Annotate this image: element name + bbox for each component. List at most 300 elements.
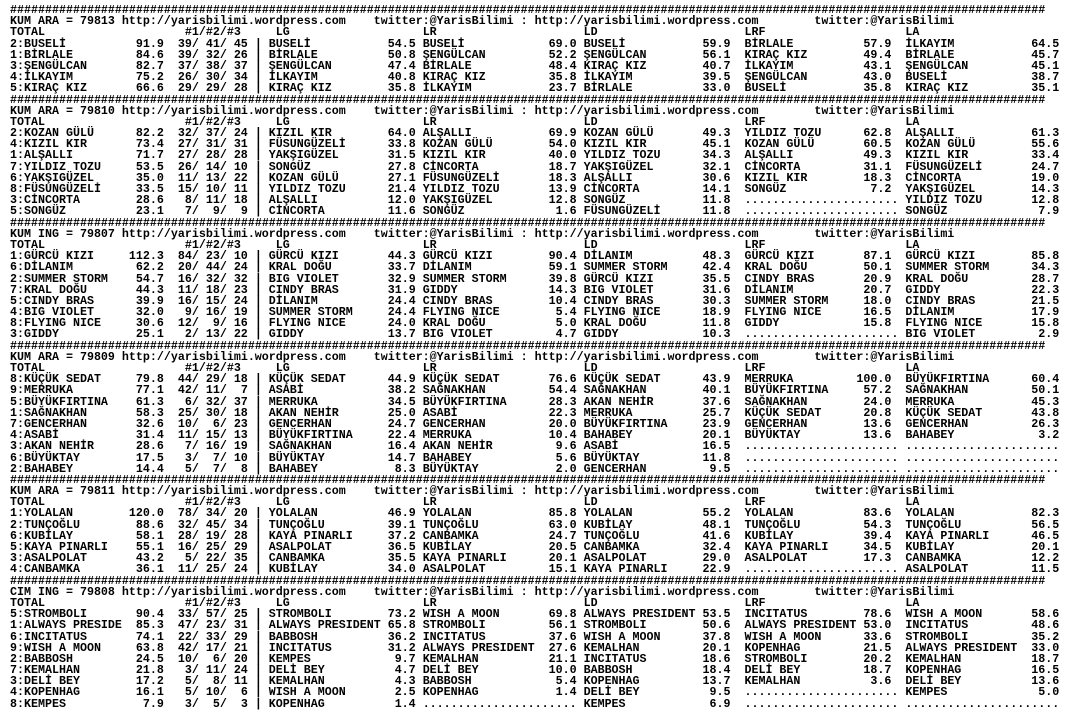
la-score: 48.6	[1031, 618, 1060, 633]
lr-score: 24.7	[548, 528, 577, 543]
ld-score: 37.8	[702, 629, 731, 644]
ld-score: 39.5	[702, 70, 731, 85]
la-horse-name: BÜYÜKFIRTINA	[905, 372, 990, 387]
ld-score: 48.3	[702, 249, 731, 264]
ld-score: 37.6	[702, 394, 731, 409]
column-divider: |	[254, 316, 262, 331]
total-score: 14.4	[135, 461, 164, 476]
total-score: 43.2	[135, 551, 164, 566]
ld-horse-name: KUBİLAY	[583, 517, 633, 532]
rank-1: 42	[177, 640, 192, 655]
rank-1: 47	[177, 618, 192, 633]
lr-score: 15.1	[548, 562, 577, 577]
rank-separator: /	[191, 316, 199, 331]
lg-horse-name: BÜYÜKFIRTINA	[268, 428, 353, 443]
column-lr: LR	[422, 25, 437, 40]
rank-1: 32	[177, 517, 192, 532]
ld-horse-name: KOZAN GÜLÜ	[583, 126, 654, 141]
ld-score: 6.9	[709, 696, 731, 711]
lrf-horse-name: KOZAN GÜLÜ	[744, 137, 815, 152]
horse-name: 7:KEMALHAN	[10, 663, 80, 678]
ld-score: 35.5	[702, 271, 731, 286]
lr-horse-name: STROMBOLI	[422, 618, 486, 633]
rank-separator: /	[191, 618, 199, 633]
la-horse-name: KEMALHAN	[905, 651, 962, 666]
column-divider: |	[254, 271, 262, 286]
total-score: 71.7	[135, 148, 164, 163]
ld-horse-name: CİNCORTA	[583, 182, 640, 196]
la-score: 43.8	[1031, 405, 1060, 420]
lr-score: 69.0	[548, 36, 577, 51]
lg-score: 39.1	[387, 517, 416, 532]
lr-horse-name: SAĞNAKHAN	[422, 383, 486, 398]
la-score: 20.1	[1031, 540, 1060, 554]
total-score: 25.1	[135, 327, 164, 342]
lg-horse-name: KOZAN GÜLÜ	[268, 170, 339, 185]
column-lr: LR	[422, 237, 437, 252]
rank-3: 31	[233, 618, 248, 633]
total-score: 28.6	[135, 439, 164, 454]
lrf-score: 17.3	[863, 551, 892, 566]
race-title: CIM ING = 79808	[10, 584, 115, 599]
lg-horse-name: YAKŞIGÜZEL	[268, 148, 339, 163]
ld-score: 43.9	[702, 372, 731, 387]
rank-2: 10	[205, 182, 220, 196]
total-score: 23.1	[135, 204, 164, 219]
column-total: TOTAL	[10, 114, 45, 129]
rank-1: 27	[177, 137, 192, 152]
horse-name: 9:WISH A MOON	[10, 640, 101, 655]
lr-score: 39.8	[548, 271, 577, 286]
lrf-score: 7.2	[870, 182, 892, 196]
column-divider: |	[254, 305, 262, 320]
site-url: http://yarisbilimi.wordpress.com	[121, 103, 346, 118]
column-divider: |	[254, 618, 262, 633]
horse-name: 8:KÜÇÜK SEDAT	[10, 372, 101, 387]
race-title: KUM ING = 79807	[10, 226, 115, 241]
lr-horse-name: CINDY BRAS	[422, 293, 493, 308]
lrf-score: 24.0	[863, 394, 892, 409]
la-score: 38.7	[1031, 70, 1060, 85]
rank-separator: /	[219, 47, 227, 62]
rank-separator: /	[219, 416, 227, 431]
lg-horse-name: YILDIZ TOZU	[268, 182, 346, 196]
lr-horse-name: KIZIL KIR	[422, 148, 486, 163]
rank-separator: /	[191, 70, 199, 85]
rank-2: 32	[205, 394, 220, 409]
twitter-handle: twitter:@YarisBilimi	[814, 103, 955, 118]
la-horse-name: CİNCORTA	[905, 170, 962, 185]
ld-horse-name: ALWAYS PRESIDENT	[583, 607, 696, 622]
ld-score: 25.7	[702, 405, 731, 420]
rank-1: 7	[184, 204, 192, 219]
total-score: 73.4	[135, 137, 164, 152]
lr-horse-name: ŞENGÜLCAN	[422, 47, 486, 62]
rank-1: 25	[177, 405, 192, 420]
la-score: 45.7	[1031, 47, 1060, 62]
rank-1: 5	[184, 685, 192, 700]
rank-2: 38	[205, 58, 220, 73]
total-score: 24.5	[135, 651, 164, 666]
rank-2: 11	[205, 383, 220, 398]
column-la: LA	[905, 237, 920, 252]
la-horse-name: SAĞNAKHAN	[905, 383, 969, 398]
lg-score: 37.2	[387, 528, 416, 543]
rank-separator: /	[191, 428, 199, 443]
rank-3: 24	[233, 126, 248, 141]
column-divider: |	[254, 81, 262, 96]
rank-separator: /	[219, 640, 227, 655]
total-score: 120.0	[128, 506, 164, 521]
la-horse-name: KOPENHAG	[905, 663, 962, 678]
lg-score: 64.0	[387, 126, 416, 141]
lrf-score: 78.6	[863, 607, 892, 622]
lr-score: 52.2	[548, 47, 577, 62]
lg-horse-name: CINDY BRAS	[268, 282, 339, 297]
lr-horse-name: KRAL DOĞU	[422, 316, 486, 331]
ld-score: 32.1	[702, 159, 731, 174]
ld-horse-name: YAKŞIGÜZEL	[583, 159, 654, 174]
rank-2: 9	[212, 204, 220, 219]
la-score: 82.3	[1031, 506, 1060, 521]
rank-2: 10	[205, 685, 220, 700]
lg-horse-name: ALWAYS PRESIDENT	[268, 618, 381, 633]
horse-name: 2:KOZAN GÜLÜ	[10, 126, 94, 141]
lrf-score: 18.0	[863, 293, 892, 308]
horse-name: 1:SAĞNAKHAN	[10, 405, 87, 420]
lrf-horse-name: KOPENHAG	[744, 640, 801, 655]
lg-score: 1.4	[394, 696, 416, 711]
ld-horse-name: AKAN NEHİR	[583, 394, 654, 409]
rank-separator: /	[219, 36, 227, 51]
lg-horse-name: YOLALAN	[268, 506, 318, 521]
la-score: 13.6	[1031, 674, 1060, 689]
ld-score: 32.4	[702, 540, 731, 554]
rank-separator: /	[191, 540, 199, 554]
column-la: LA	[905, 595, 920, 610]
horse-name: 5:KAYA PINARLI	[10, 540, 108, 554]
lr-score: 90.4	[548, 249, 577, 264]
rank-3: 34	[233, 517, 248, 532]
la-score: 60.4	[1031, 372, 1060, 387]
rank-2: 14	[205, 159, 220, 174]
horse-name: 3:GIDDY	[10, 327, 59, 342]
rank-separator: /	[219, 271, 227, 286]
horse-name: 6:KUBİLAY	[10, 528, 73, 543]
rank-separator: /	[191, 305, 199, 320]
column-lg: LG	[275, 114, 290, 129]
lr-horse-name: DİLANIM	[422, 260, 472, 275]
lr-horse-name: ASABİ	[422, 405, 458, 420]
lr-score: 18.3	[548, 170, 577, 185]
rank-separator: /	[219, 159, 227, 174]
rank-1: 5	[184, 461, 192, 476]
rank-separator: /	[219, 685, 227, 700]
lr-horse-name: KOPENHAG	[422, 685, 479, 700]
lr-horse-name: GENCERHAN	[422, 416, 486, 431]
rank-3: 24	[233, 293, 248, 308]
rank-3: 24	[233, 562, 248, 577]
lrf-horse-name: KUBİLAY	[744, 528, 794, 543]
rank-2: 34	[205, 506, 220, 521]
lrf-score: 57.2	[863, 383, 892, 398]
column-divider: |	[254, 551, 262, 566]
lrf-score: 43.0	[863, 70, 892, 85]
lrf-score: 20.8	[863, 405, 892, 420]
column-lrf: LRF	[744, 495, 766, 510]
la-score: 15.8	[1031, 316, 1060, 331]
rank-2: 45	[205, 517, 220, 532]
rank-2: 5	[212, 696, 220, 711]
rank-3: 37	[233, 58, 248, 73]
lrf-score: 18.7	[863, 663, 892, 678]
column-divider: |	[254, 293, 262, 308]
la-score: 22.3	[1031, 282, 1060, 297]
lr-horse-name: SONGÜZ	[422, 204, 465, 219]
lg-score: 4.3	[394, 674, 416, 689]
site-url: http://yarisbilimi.wordpress.com	[121, 14, 346, 29]
ld-horse-name: FLYING NICE	[583, 305, 661, 320]
rank-1: 2	[184, 327, 192, 342]
total-score: 85.3	[135, 618, 164, 633]
ld-horse-name: DELİ BEY	[583, 685, 640, 700]
rank-separator: /	[191, 416, 199, 431]
rank-separator: /	[219, 58, 227, 73]
horse-name: 1:ALŞALLI	[10, 148, 73, 163]
la-score: 5.0	[1038, 685, 1060, 700]
site-url: http://yarisbilimi.wordpress.com	[534, 584, 759, 599]
lr-score: 20.5	[548, 540, 577, 554]
lr-horse-name: GÜRCÜ KIZI	[422, 249, 493, 264]
lr-horse-name: MERRUKA	[422, 428, 472, 443]
ld-horse-name: BİRLALE	[583, 81, 633, 96]
la-horse-name: YAKŞIGÜZEL	[905, 182, 976, 196]
lrf-score: 31.1	[863, 159, 892, 174]
ld-score: 40.7	[702, 58, 731, 73]
ld-horse-name: CANBAMKA	[583, 540, 640, 554]
rank-1: 44	[177, 372, 192, 387]
lg-score: 65.8	[387, 618, 416, 633]
ld-horse-name: SONGÜZ	[583, 193, 626, 208]
ld-horse-name: KEMALHAN	[583, 640, 640, 655]
lr-horse-name: YILDIZ TOZU	[422, 182, 500, 196]
rank-1: 32	[177, 126, 192, 141]
rank-1: 16	[177, 540, 192, 554]
lr-horse-name: YAKŞIGÜZEL	[422, 193, 493, 208]
ld-horse-name: İLKAYIM	[583, 70, 633, 85]
lrf-horse-name: BUSELİ	[744, 81, 787, 96]
empty-lrf-cell: ......................	[744, 193, 899, 208]
lg-score: 33.8	[387, 137, 416, 152]
ld-score: 30.6	[702, 170, 731, 185]
lr-horse-name: KÜÇÜK SEDAT	[422, 372, 500, 387]
lrf-score: 20.7	[863, 282, 892, 297]
rank-separator: /	[191, 193, 199, 208]
site-url: http://yarisbilimi.wordpress.com	[534, 14, 759, 29]
column-ranks: #1/#2/#3	[184, 114, 241, 129]
lr-horse-name: AKAN NEHİR	[422, 439, 493, 454]
la-score: 50.1	[1031, 383, 1060, 398]
race-title: KUM ARA = 79809	[10, 349, 115, 364]
column-divider: |	[254, 249, 262, 264]
empty-lrf-cell: ......................	[744, 685, 899, 700]
lrf-horse-name: GÜRCÜ KIZI	[744, 249, 815, 264]
ld-horse-name: INCITATUS	[583, 651, 647, 666]
rank-3: 29	[233, 540, 248, 554]
column-divider: |	[254, 540, 262, 554]
empty-lrf-cell: ......................	[744, 562, 899, 577]
rank-3: 20	[233, 506, 248, 521]
rank-separator: /	[219, 70, 227, 85]
rank-3: 32	[233, 271, 248, 286]
lr-horse-name: ALŞALLI	[422, 126, 472, 141]
rank-2: 15	[205, 428, 220, 443]
column-lrf: LRF	[744, 595, 766, 610]
lg-score: 12.0	[387, 193, 416, 208]
empty-lrf-cell: ......................	[744, 439, 899, 454]
lg-horse-name: KEMALHAN	[268, 674, 325, 689]
rank-1: 11	[177, 170, 192, 185]
total-score: 44.3	[135, 282, 164, 297]
lrf-score: 57.9	[863, 36, 892, 51]
rank-3: 31	[233, 137, 248, 152]
column-lg: LG	[275, 237, 290, 252]
twitter-handle: twitter:@YarisBilimi	[373, 103, 514, 118]
ld-score: 18.6	[702, 651, 731, 666]
rank-3: 10	[233, 249, 248, 264]
ld-horse-name: KOPENHAG	[583, 674, 640, 689]
la-score: 46.5	[1031, 528, 1060, 543]
column-ranks: #1/#2/#3	[184, 361, 241, 375]
la-score: 12.2	[1031, 551, 1060, 566]
column-divider: |	[254, 148, 262, 163]
column-divider: |	[254, 562, 262, 577]
rank-1: 9	[184, 305, 192, 320]
la-score: 55.6	[1031, 137, 1060, 152]
lr-horse-name: TUNÇOĞLU	[422, 517, 479, 532]
lr-score: 2.0	[555, 461, 577, 476]
column-divider: |	[254, 461, 262, 476]
colon-separator: :	[520, 584, 528, 599]
lr-score: 4.7	[555, 327, 577, 342]
rank-1: 28	[177, 528, 192, 543]
rank-1: 3	[184, 450, 192, 465]
rank-separator: /	[191, 327, 199, 342]
twitter-handle: twitter:@YarisBilimi	[814, 584, 955, 599]
rank-3: 3	[240, 696, 248, 711]
lrf-horse-name: DİLANIM	[744, 282, 794, 297]
lrf-horse-name: FLYING NICE	[744, 305, 822, 320]
rank-3: 28	[233, 81, 248, 96]
rank-separator: /	[191, 148, 199, 163]
lr-score: 56.1	[548, 618, 577, 633]
rank-3: 7	[240, 383, 248, 398]
ld-horse-name: BABBOSH	[583, 663, 633, 678]
la-horse-name: ASALPOLAT	[905, 562, 969, 577]
empty-lrf-cell: ......................	[744, 696, 899, 711]
column-total: TOTAL	[10, 25, 45, 40]
lr-horse-name: DELİ BEY	[422, 663, 479, 678]
ld-horse-name: STROMBOLI	[583, 618, 647, 633]
separator: ####################################################################################################################################################	[10, 3, 1046, 17]
lr-score: 37.6	[548, 629, 577, 644]
ld-score: 9.5	[709, 461, 731, 476]
ld-score: 11.8	[702, 204, 731, 219]
lg-horse-name: KÜÇÜK SEDAT	[268, 372, 346, 387]
lg-score: 36.2	[387, 629, 416, 644]
la-horse-name: STROMBOLI	[905, 629, 969, 644]
total-score: 33.5	[135, 182, 164, 196]
column-divider: |	[254, 327, 262, 342]
lg-horse-name: INCITATUS	[268, 640, 332, 655]
lr-horse-name: FLYING NICE	[422, 305, 500, 320]
lg-score: 44.3	[387, 249, 416, 264]
column-ld: LD	[583, 595, 598, 610]
la-score: 2.9	[1038, 327, 1060, 342]
ld-horse-name: KIRAÇ KIZ	[583, 58, 647, 73]
lr-score: 21.1	[548, 651, 577, 666]
horse-name: 5:STROMBOLI	[10, 607, 87, 622]
rank-2: 11	[205, 663, 220, 678]
la-horse-name: WISH A MOON	[905, 607, 983, 622]
rank-2: 22	[205, 551, 220, 566]
rank-separator: /	[219, 204, 227, 219]
lrf-score: 13.6	[863, 428, 892, 443]
horse-name: 4:ASABİ	[10, 428, 59, 443]
rank-separator: /	[191, 405, 199, 420]
rank-separator: /	[191, 204, 199, 219]
rank-separator: /	[219, 394, 227, 409]
horse-name: 3:ASALPOLAT	[10, 551, 87, 566]
lr-horse-name: SUMMER STORM	[422, 271, 507, 286]
column-divider: |	[254, 47, 262, 62]
rank-1: 5	[184, 551, 192, 566]
rank-1: 22	[177, 629, 192, 644]
lr-horse-name: ALWAYS PRESIDENT	[422, 640, 535, 655]
lg-score: 38.2	[387, 383, 416, 398]
column-divider: |	[254, 663, 262, 678]
rank-2: 23	[205, 249, 220, 264]
column-total: TOTAL	[10, 237, 45, 252]
total-score: 36.1	[135, 562, 164, 577]
rank-1: 12	[177, 316, 192, 331]
rank-2: 7	[212, 450, 220, 465]
lr-horse-name: INCITATUS	[422, 629, 486, 644]
lrf-horse-name: CINDY BRAS	[744, 271, 815, 286]
ld-horse-name: KIZIL KIR	[583, 137, 647, 152]
rank-3: 37	[233, 394, 248, 409]
rank-2: 44	[205, 260, 220, 275]
rank-2: 29	[205, 372, 220, 387]
rank-separator: /	[219, 450, 227, 465]
lr-score: 14.3	[548, 282, 577, 297]
column-lg: LG	[275, 25, 290, 40]
la-score: 45.3	[1031, 394, 1060, 409]
lrf-horse-name: BÜYÜKTAY	[744, 428, 801, 443]
column-lrf: LRF	[744, 114, 766, 129]
column-divider: |	[254, 416, 262, 431]
ld-horse-name: ŞENGÜLCAN	[583, 47, 647, 62]
rank-3: 22	[233, 327, 248, 342]
lg-score: 4.7	[394, 663, 416, 678]
lrf-horse-name: GIDDY	[744, 316, 780, 331]
rank-2: 19	[205, 528, 220, 543]
rank-separator: /	[219, 651, 227, 666]
lg-score: 46.9	[387, 506, 416, 521]
column-divider: |	[254, 405, 262, 420]
race-title: KUM ARA = 79810	[10, 103, 115, 118]
rank-3: 16	[233, 316, 248, 331]
